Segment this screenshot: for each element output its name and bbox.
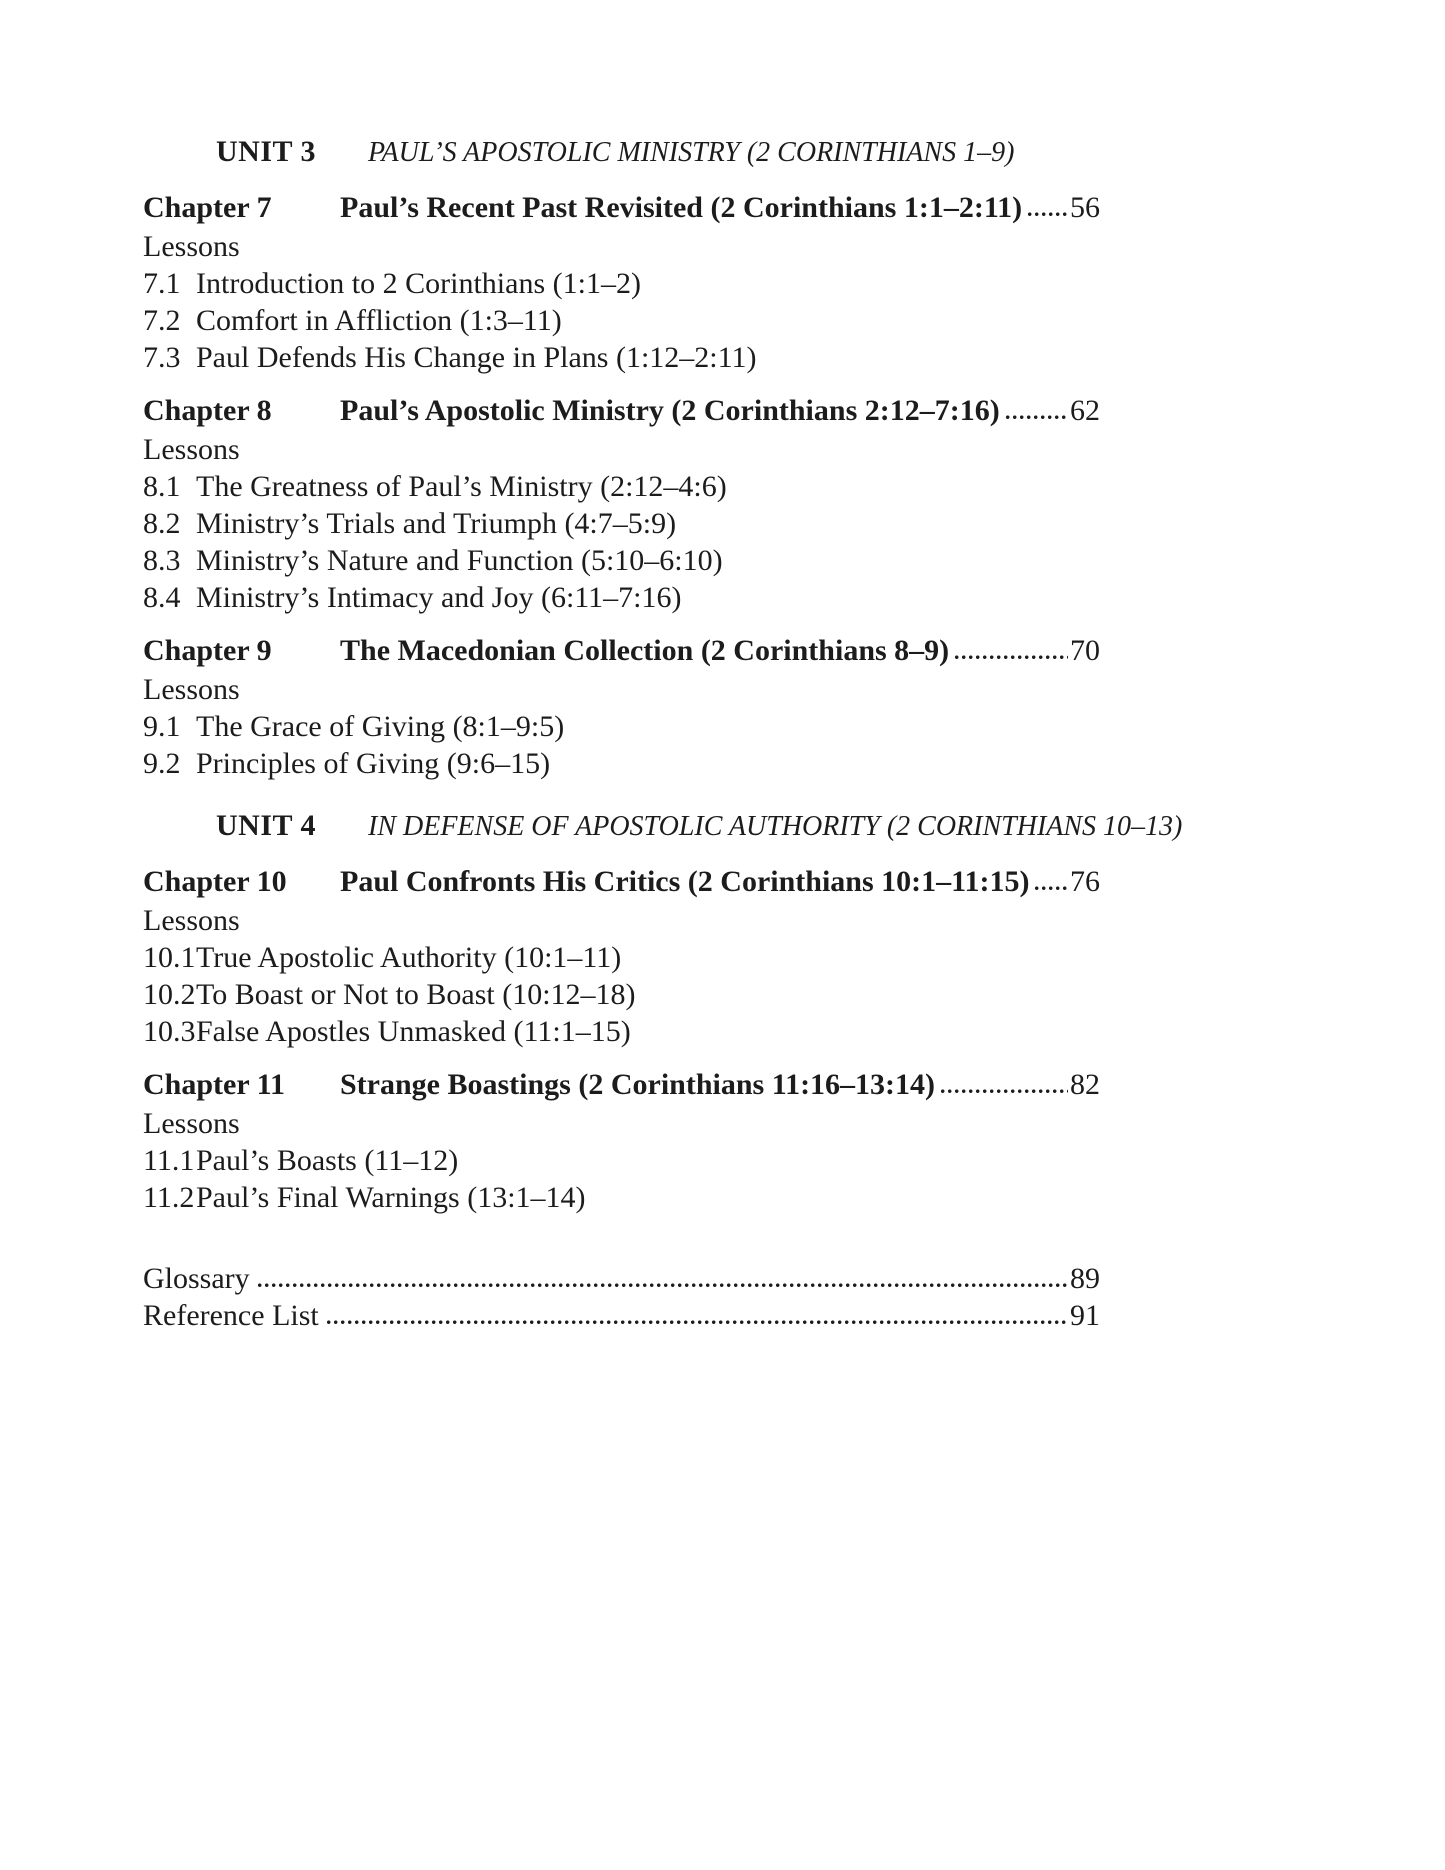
- lesson-number: 10.2: [143, 978, 196, 1011]
- lessons-heading: Lessons: [143, 904, 240, 937]
- chapter-page-number: 82: [1070, 1068, 1100, 1101]
- back-matter-page-number: 89: [1070, 1262, 1100, 1295]
- lesson-title: Paul’s Boasts (11–12): [196, 1144, 459, 1177]
- chapter-entry: [143, 188, 1100, 228]
- lesson-item: [143, 339, 1405, 376]
- lesson-title: The Greatness of Paul’s Ministry (2:12–4:6): [196, 470, 727, 503]
- lesson-item: [143, 1142, 1405, 1179]
- lesson-number: 9.1: [143, 710, 181, 743]
- lessons-heading: Lessons: [143, 433, 240, 466]
- lesson-title: Paul Defends His Change in Plans (1:12–2:11): [196, 341, 757, 374]
- lesson-item: [143, 505, 1405, 542]
- back-matter-entry: [143, 1297, 1100, 1334]
- dot-leader: [955, 654, 1068, 660]
- unit-label: UNIT 4: [216, 809, 316, 842]
- lesson-title: Ministry’s Trials and Triumph (4:7–5:9): [196, 507, 677, 540]
- chapter-label: Chapter 10: [143, 865, 287, 898]
- unit-heading: [216, 132, 1405, 173]
- chapter-label: Chapter 8: [143, 394, 272, 427]
- back-matter-title: Reference List: [143, 1299, 319, 1332]
- chapter-page-number: 76: [1070, 865, 1100, 898]
- lesson-title: True Apostolic Authority (10:1–11): [196, 941, 622, 974]
- lesson-item: [143, 708, 1405, 745]
- chapter-label: Chapter 11: [143, 1068, 285, 1101]
- lesson-title: The Grace of Giving (8:1–9:5): [196, 710, 565, 743]
- lesson-item: [143, 939, 1405, 976]
- chapter-title: Paul Confronts His Critics (2 Corinthians 10:1–11:15): [340, 865, 1030, 898]
- lesson-title: Principles of Giving (9:6–15): [196, 747, 551, 780]
- chapter-title: Paul’s Apostolic Ministry (2 Corinthians 2:12–7:16): [340, 394, 1000, 427]
- lesson-number: 11.2: [143, 1181, 195, 1214]
- lessons-heading: Lessons: [143, 230, 240, 263]
- chapter-entry: [143, 631, 1100, 671]
- lesson-number: 7.3: [143, 341, 181, 374]
- chapter-entry: [143, 1065, 1100, 1105]
- lesson-title: To Boast or Not to Boast (10:12–18): [196, 978, 636, 1011]
- back-matter: [143, 1260, 1405, 1334]
- unit-title: PAUL’S APOSTOLIC MINISTRY (2 CORINTHIANS 1–9): [368, 137, 1015, 168]
- chapter-title: The Macedonian Collection (2 Corinthians 8–9): [340, 634, 950, 667]
- dot-leader: [941, 1088, 1068, 1094]
- lesson-title: False Apostles Unmasked (11:1–15): [196, 1015, 631, 1048]
- chapter-label: Chapter 9: [143, 634, 272, 667]
- lesson-number: 7.1: [143, 267, 181, 300]
- lesson-title: Ministry’s Nature and Function (5:10–6:10): [196, 544, 723, 577]
- lesson-number: 8.1: [143, 470, 181, 503]
- unit-title: IN DEFENSE OF APOSTOLIC AUTHORITY (2 CORINTHIANS 10–13): [368, 811, 1183, 842]
- lesson-number: 10.3: [143, 1015, 196, 1048]
- lesson-item: [143, 745, 1405, 782]
- chapter-label: Chapter 7: [143, 191, 272, 224]
- dot-leader: [327, 1319, 1068, 1325]
- unit-label: UNIT 3: [216, 135, 316, 168]
- back-matter-title: Glossary: [143, 1262, 250, 1295]
- lesson-number: 10.1: [143, 941, 196, 974]
- chapter-title: Paul’s Recent Past Revisited (2 Corinthians 1:1–2:11): [340, 191, 1023, 224]
- lesson-number: 9.2: [143, 747, 181, 780]
- lesson-item: [143, 976, 1405, 1013]
- lesson-title: Introduction to 2 Corinthians (1:1–2): [196, 267, 641, 300]
- lesson-item: [143, 265, 1405, 302]
- lesson-item: [143, 542, 1405, 579]
- lesson-number: 8.2: [143, 507, 181, 540]
- lesson-number: 8.4: [143, 581, 181, 614]
- lesson-item: [143, 302, 1405, 339]
- dot-leader: [1006, 414, 1068, 420]
- chapter-page-number: 62: [1070, 394, 1100, 427]
- lesson-number: 11.1: [143, 1144, 195, 1177]
- lesson-title: Paul’s Final Warnings (13:1–14): [196, 1181, 586, 1214]
- unit-heading: [216, 806, 1405, 847]
- chapter-page-number: 70: [1070, 634, 1100, 667]
- chapter-entry: [143, 862, 1100, 902]
- lesson-number: 8.3: [143, 544, 181, 577]
- lesson-number: 7.2: [143, 304, 181, 337]
- dot-leader: [258, 1282, 1068, 1288]
- lesson-item: [143, 1013, 1405, 1050]
- dot-leader: [1028, 211, 1068, 217]
- chapter-entry: [143, 391, 1100, 431]
- chapter-title: Strange Boastings (2 Corinthians 11:16–13:14): [340, 1068, 936, 1101]
- chapter-page-number: 56: [1070, 191, 1100, 224]
- lesson-item: [143, 468, 1405, 505]
- lesson-item: [143, 1179, 1405, 1216]
- lessons-heading: Lessons: [143, 673, 240, 706]
- lessons-heading: Lessons: [143, 1107, 240, 1140]
- back-matter-page-number: 91: [1070, 1299, 1100, 1332]
- lesson-item: [143, 579, 1405, 616]
- dot-leader: [1035, 885, 1068, 891]
- lesson-title: Comfort in Affliction (1:3–11): [196, 304, 562, 337]
- back-matter-entry: [143, 1260, 1100, 1297]
- lesson-title: Ministry’s Intimacy and Joy (6:11–7:16): [196, 581, 682, 614]
